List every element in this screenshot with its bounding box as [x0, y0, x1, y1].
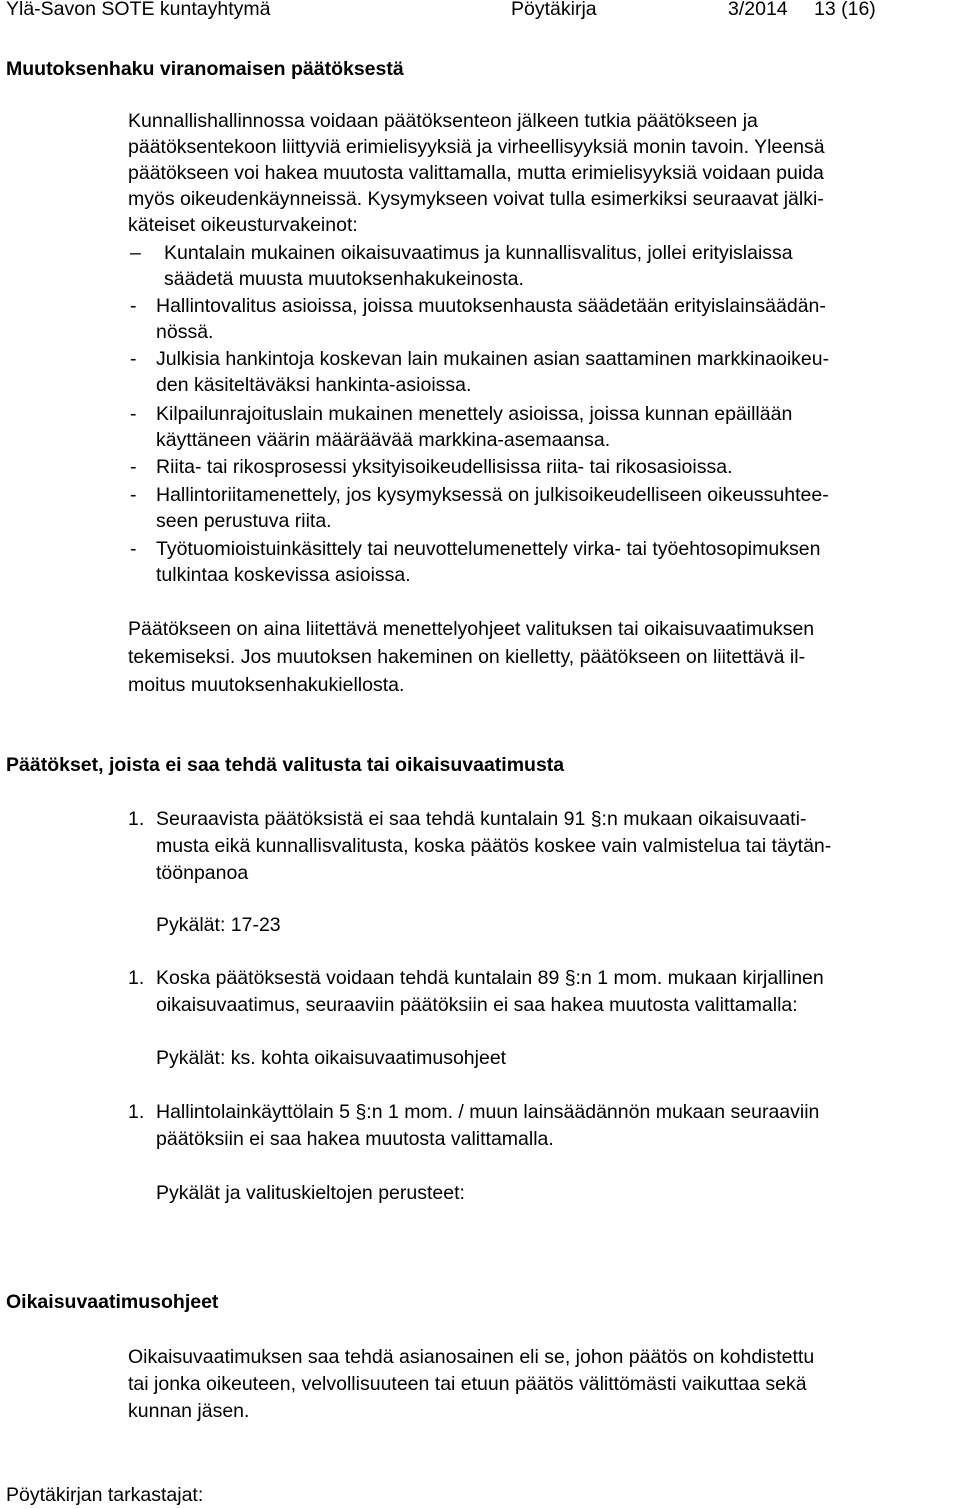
paragraph-line: Oikaisuvaatimuksen saa tehdä asianosainen eli se, johon päätös on kohdistettu — [128, 1346, 815, 1368]
paragraph-line: tai jonka oikeuteen, velvollisuuteen tai etuun päätös välittömästi vaikuttaa sekä — [128, 1373, 807, 1395]
list-item-line: seen perustuva riita. — [156, 510, 332, 532]
list-item-line: Työtuomioistuinkäsittely tai neuvottelumenettely virka- tai työehtosopimuksen — [156, 538, 821, 560]
list-item-line: käyttäneen väärin määräävää markkina-asemaansa. — [156, 429, 611, 451]
list-marker: - — [130, 295, 137, 317]
item-number: 1. — [128, 808, 145, 830]
list-item-line: nössä. — [156, 321, 214, 343]
item-number: 1. — [128, 967, 145, 989]
item-number: 1. — [128, 1101, 145, 1123]
list-marker: – — [130, 242, 141, 264]
item-line: Seuraavista päätöksistä ei saa tehdä kuntalain 91 §:n mukaan oikaisuvaati- — [156, 808, 807, 830]
header-page-number: 13 (16) — [814, 0, 876, 20]
item-line: päätöksiin ei saa hakea muutosta valittamalla. — [156, 1128, 554, 1150]
section-heading-muutoksenhaku: Muutoksenhaku viranomaisen päätöksestä — [6, 58, 404, 80]
item-subline: Pykälät: 17-23 — [156, 914, 281, 936]
list-item-line: Hallintoriitamenettely, jos kysymyksessä on julkisoikeudelliseen oikeussuhtee- — [156, 484, 829, 506]
paragraph-line: käteiset oikeusturvakeinot: — [128, 214, 358, 236]
item-subline: Pykälät: ks. kohta oikaisuvaatimusohjeet — [156, 1047, 507, 1069]
list-marker: - — [130, 403, 137, 425]
paragraph-line: moitus muutoksenhakukiellosta. — [128, 674, 405, 696]
list-marker: - — [130, 538, 137, 560]
paragraph-line: Kunnallishallinnossa voidaan päätöksenteon jälkeen tutkia päätökseen ja — [128, 110, 758, 132]
header-doc-number: 3/2014 — [728, 0, 788, 20]
list-item-line: tulkintaa koskevissa asioissa. — [156, 564, 411, 586]
header-organization: Ylä-Savon SOTE kuntayhtymä — [6, 0, 271, 20]
item-line: oikaisuvaatimus, seuraaviin päätöksiin ei saa hakea muutosta valittamalla: — [156, 994, 798, 1016]
section-heading-no-appeal: Päätökset, joista ei saa tehdä valitusta tai oikaisuvaatimusta — [6, 754, 565, 776]
paragraph-line: kunnan jäsen. — [128, 1400, 250, 1422]
paragraph-line: päätöksentekoon liittyviä erimielisyyksiä ja virheellisyyksiä monin tavoin. Yleensä — [128, 136, 825, 158]
header-doc-type: Pöytäkirja — [511, 0, 597, 20]
item-subline: Pykälät ja valituskieltojen perusteet: — [156, 1182, 465, 1204]
list-item-line: den käsiteltäväksi hankinta-asioissa. — [156, 374, 472, 396]
paragraph-line: päätökseen voi hakea muutosta valittamalla, mutta erimielisyyksiä voidaan puida — [128, 162, 824, 184]
paragraph-line: tekemiseksi. Jos muutoksen hakeminen on kielletty, päätökseen on liitettävä il- — [128, 646, 806, 668]
footer-reviewers-label: Pöytäkirjan tarkastajat: — [6, 1484, 204, 1506]
item-line: Hallintolainkäyttölain 5 §:n 1 mom. / muun lainsäädännön mukaan seuraaviin — [156, 1101, 820, 1123]
list-item-line: Riita- tai rikosprosessi yksityisoikeudellisissa riita- tai rikosasioissa. — [156, 456, 733, 478]
list-item-line: Kuntalain mukainen oikaisuvaatimus ja kunnallisvalitus, jollei erityislaissa — [164, 242, 793, 264]
item-line: Koska päätöksestä voidaan tehdä kuntalain 89 §:n 1 mom. mukaan kirjallinen — [156, 967, 824, 989]
paragraph-line: Päätökseen on aina liitettävä menettelyohjeet valituksen tai oikaisuvaatimuksen — [128, 618, 815, 640]
item-line: musta eikä kunnallisvalitusta, koska päätös koskee vain valmistelua tai täytän- — [156, 835, 832, 857]
section-heading-oikaisuvaatimusohjeet: Oikaisuvaatimusohjeet — [6, 1291, 219, 1313]
list-item-line: Julkisia hankintoja koskevan lain mukainen asian saattaminen markkinaoikeu- — [156, 348, 830, 370]
list-marker: - — [130, 348, 137, 370]
list-marker: - — [130, 456, 137, 478]
list-item-line: Kilpailunrajoituslain mukainen menettely asioissa, joissa kunnan epäillään — [156, 403, 793, 425]
list-marker: - — [130, 484, 137, 506]
item-line: töönpanoa — [156, 862, 249, 884]
paragraph-line: myös oikeudenkäynneissä. Kysymykseen voivat tulla esimerkiksi seuraavat jälki- — [128, 188, 824, 210]
list-item-line: Hallintovalitus asioissa, joissa muutoksenhausta säädetään erityislainsäädän- — [156, 295, 826, 317]
list-item-line: säädetä muusta muutoksenhakukeinosta. — [164, 268, 524, 290]
